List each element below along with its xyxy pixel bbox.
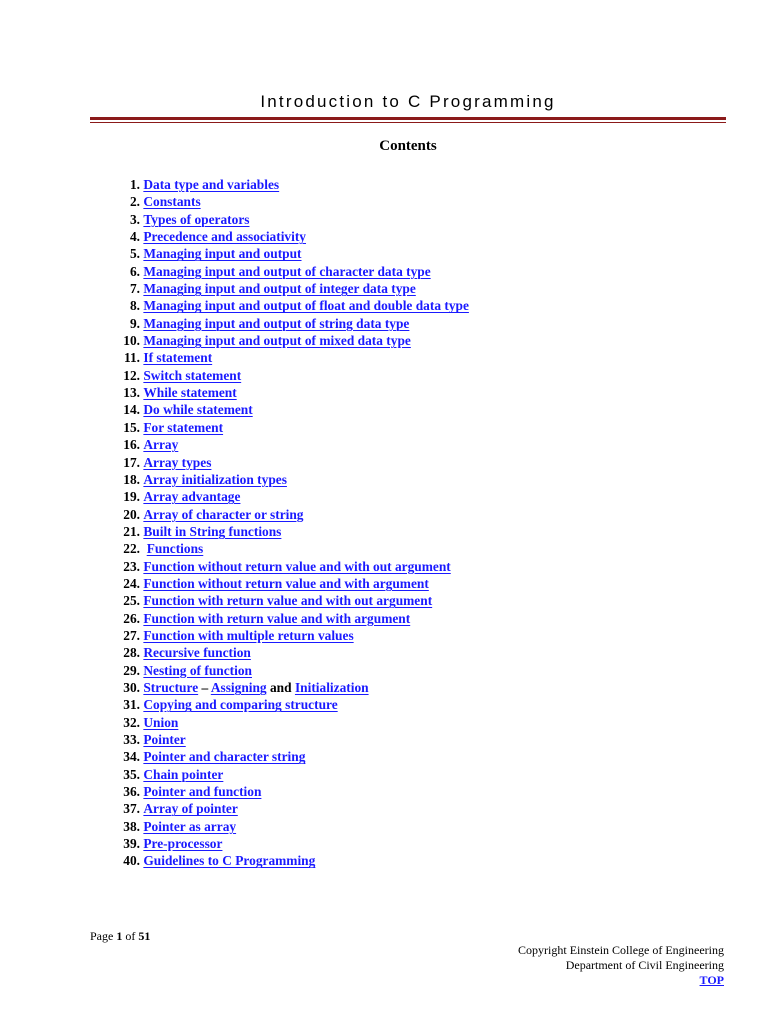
toc-item-link[interactable]: Managing input and output of mixed data type: [143, 333, 411, 349]
toc-item-number: 30.: [123, 679, 140, 695]
toc-item-number: 2.: [129, 194, 140, 210]
toc-item-number: 3.: [129, 211, 140, 227]
toc-item: [106, 835, 469, 852]
toc-item: [106, 766, 469, 783]
toc-item-link[interactable]: Built in String functions: [143, 523, 282, 539]
toc-item-link[interactable]: For statement: [143, 419, 224, 435]
toc-item: [106, 211, 469, 228]
toc-item-link[interactable]: Precedence and associativity: [143, 229, 307, 245]
toc-item: [106, 367, 469, 384]
toc-item: [106, 610, 469, 627]
toc-item: [106, 488, 469, 505]
toc-item-link[interactable]: Function without return value and with out argument: [143, 558, 451, 574]
toc-item-number: 33.: [123, 732, 140, 747]
toc-item: [106, 263, 469, 280]
toc-item: [106, 540, 469, 557]
toc-item-number: 31.: [123, 697, 140, 713]
page-of: of: [125, 929, 136, 943]
page-current: 1: [116, 929, 123, 943]
copyright-text: Copyright Einstein College of Engineering: [518, 943, 724, 957]
toc-item-link[interactable]: Structure: [143, 679, 199, 695]
toc-item: [106, 436, 469, 453]
toc-item-link[interactable]: Chain pointer: [143, 766, 224, 782]
header-rule-thick: [90, 117, 726, 120]
toc-item-link[interactable]: Switch statement: [143, 367, 242, 383]
toc-item: [106, 783, 469, 800]
toc-item-number: 35.: [123, 766, 140, 782]
toc-item-link[interactable]: Pointer: [143, 732, 186, 747]
toc-item-link[interactable]: While statement: [143, 385, 237, 401]
toc-item: [106, 419, 469, 436]
toc-item: [106, 644, 469, 661]
toc-item-link[interactable]: Array advantage: [143, 489, 241, 505]
toc-item: [106, 714, 469, 731]
contents-heading: Contents: [379, 138, 437, 154]
toc-item: [106, 471, 469, 488]
toc-item: [106, 523, 469, 540]
toc-item: [106, 818, 469, 835]
toc-item-link[interactable]: Union: [143, 714, 179, 730]
toc-item-link[interactable]: Array: [143, 437, 179, 453]
toc-item: [106, 193, 469, 210]
toc-item-link[interactable]: Do while statement: [143, 402, 253, 418]
toc-item-link[interactable]: Pointer and function: [143, 784, 262, 800]
toc-item-link[interactable]: Assigning: [210, 679, 267, 695]
toc-item-separator: and: [266, 679, 295, 695]
toc-item: [106, 349, 469, 366]
toc-item-number: 21.: [123, 523, 140, 539]
toc-item-link[interactable]: Constants: [143, 194, 201, 210]
toc-item-link[interactable]: Initialization: [294, 679, 369, 695]
footer-credits: [518, 943, 724, 988]
toc-item-link[interactable]: Managing input and output of float and double data type: [143, 298, 469, 314]
toc-item-number: 15.: [123, 419, 140, 435]
toc-item-number: 19.: [123, 489, 140, 505]
toc-item-number: 6.: [129, 263, 140, 279]
toc-item-link[interactable]: Nesting of function: [143, 662, 252, 678]
toc-item: [106, 228, 469, 245]
toc-item-number: 8.: [129, 298, 140, 314]
page-label: Page: [90, 929, 114, 943]
toc-item-link[interactable]: Managing input and output of string data type: [143, 315, 410, 331]
toc-item-number: 14.: [123, 402, 140, 418]
toc-item-number: 27.: [123, 627, 140, 643]
toc-item-number: 20.: [123, 506, 140, 522]
top-link[interactable]: TOP: [699, 973, 724, 987]
toc-item: [106, 679, 469, 696]
toc-item: [106, 245, 469, 262]
toc-item-number: 22.: [123, 541, 140, 557]
document-title: Introduction to C Programming: [260, 92, 556, 111]
toc-item-link[interactable]: Array of pointer: [143, 801, 238, 817]
toc-item-link[interactable]: Guidelines to C Programming: [143, 853, 316, 869]
toc-item-number: 40.: [123, 853, 140, 869]
toc-item-separator: –: [198, 679, 211, 695]
toc-item-number: 28.: [123, 645, 140, 661]
page-total: 51: [138, 929, 151, 943]
toc-item: [106, 592, 469, 609]
toc-item-number: 37.: [123, 801, 140, 817]
toc-item-number: 7.: [129, 281, 140, 297]
toc-item: [106, 384, 469, 401]
toc-item-link[interactable]: Function with multiple return values: [143, 627, 354, 643]
toc-item-link[interactable]: Pointer as array: [143, 818, 237, 834]
department-text: Department of Civil Engineering: [565, 958, 724, 972]
toc-item-number: 5.: [129, 246, 140, 262]
toc-item-link[interactable]: Functions: [146, 541, 204, 557]
toc-item-link[interactable]: Array initialization types: [143, 471, 287, 487]
toc-item-number: 18.: [123, 471, 140, 487]
toc-item: [106, 280, 469, 297]
toc-item-link[interactable]: Array types: [143, 454, 212, 470]
toc-item: [106, 332, 469, 349]
toc-item-link[interactable]: Managing input and output of character data type: [143, 263, 431, 279]
toc-item-link[interactable]: Types of operators: [143, 211, 250, 227]
toc-item-number: 1.: [129, 177, 140, 192]
toc-item-number: 36.: [123, 784, 140, 800]
toc-item-number: 10.: [123, 333, 140, 349]
page-number: [90, 929, 150, 944]
toc-item-number: 11.: [124, 350, 140, 366]
toc-item-number: 23.: [123, 558, 140, 574]
toc-item: [106, 315, 469, 332]
toc-item-number: 9.: [129, 315, 140, 331]
toc-item-number: 34.: [123, 749, 140, 765]
toc-item: [106, 800, 469, 817]
toc-item-number: 13.: [123, 385, 140, 401]
toc-item-link[interactable]: Pre-processor: [143, 836, 223, 852]
toc-item-link[interactable]: Function without return value and with argument: [143, 575, 429, 591]
toc-item: [106, 852, 469, 869]
toc-item: [106, 558, 469, 575]
toc-item-link[interactable]: Pointer and character string: [143, 749, 306, 765]
toc-item: [106, 454, 469, 471]
toc-item-number: 25.: [123, 593, 140, 609]
toc-item-number: 26.: [123, 610, 140, 626]
toc-item-number: 32.: [123, 714, 140, 730]
toc-item-link[interactable]: Function with return value and with argument: [143, 610, 411, 626]
toc-item: [106, 401, 469, 418]
toc-item: [106, 696, 469, 713]
toc-item-link[interactable]: Recursive function: [143, 645, 251, 661]
toc-item-number: 29.: [123, 662, 140, 678]
toc-item: [106, 662, 469, 679]
toc-item: [106, 575, 469, 592]
toc-item-link[interactable]: Array of character or string: [143, 506, 304, 522]
toc-item-number: 39.: [123, 836, 140, 852]
toc-item: [106, 297, 469, 314]
toc-item-number: 4.: [129, 229, 140, 245]
toc-item-link[interactable]: If statement: [143, 350, 213, 366]
toc-item-link[interactable]: Copying and comparing structure: [143, 697, 338, 713]
toc-item-link[interactable]: Data type and variables: [143, 177, 280, 192]
toc-item-link[interactable]: Managing input and output of integer data type: [143, 281, 416, 297]
table-of-contents: [106, 176, 469, 870]
toc-item-link[interactable]: Function with return value and with out argument: [143, 593, 433, 609]
toc-item-number: 17.: [123, 454, 140, 470]
toc-item-number: 24.: [123, 575, 140, 591]
toc-item-number: 16.: [123, 437, 140, 453]
toc-item: [106, 506, 469, 523]
toc-item-number: 12.: [123, 367, 140, 383]
toc-item: [106, 731, 469, 748]
toc-item-link[interactable]: Managing input and output: [143, 246, 302, 262]
header-rule-thin: [90, 122, 726, 123]
toc-item-number: 38.: [123, 818, 140, 834]
toc-item: [106, 627, 469, 644]
toc-item: [106, 748, 469, 765]
toc-item: [106, 176, 469, 193]
